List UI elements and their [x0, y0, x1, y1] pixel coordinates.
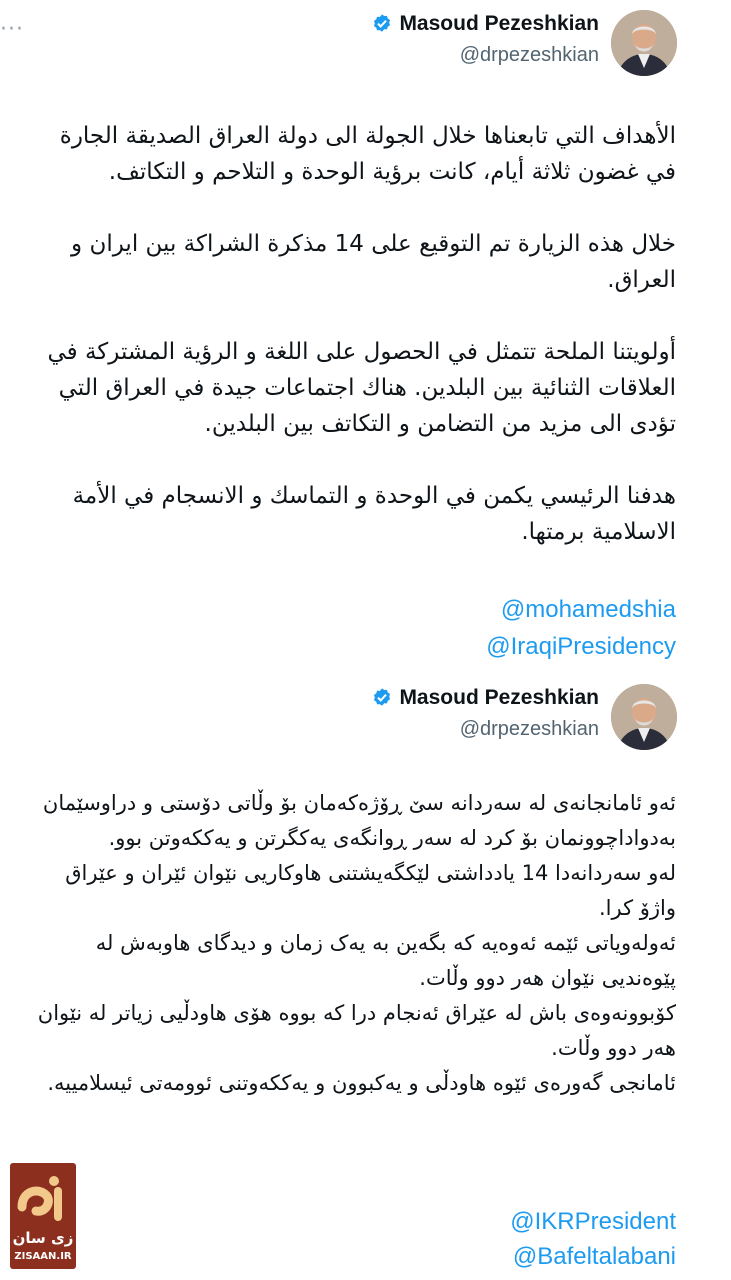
author-name-row[interactable] [371, 686, 599, 710]
author-name[interactable]: Masoud Pezeshkian [399, 686, 599, 709]
paragraph: خلال هذه الزيارة تم التوقيع على 14 مذكرة الشراكة بين ايران و العراق. [71, 231, 676, 293]
paragraph: أولويتنا الملحة تتمثل في الحصول على اللغة و الرؤية المشتركة في العلاقات الثنائية بين البلدين. هناك اجتماعات جيدة في العراق التي تؤدى الى مزيد من التضامن و التكاتف بين البلدين. [47, 339, 676, 437]
logo-mark-icon [10, 1167, 76, 1229]
mention-link[interactable]: @Bafeltalabani [512, 1243, 676, 1270]
paragraph: ئامانجی گەورەی ئێوە هاودڵی و یەکبوون و یەککەوتنی ئوومەتی ئیسلامییە. [47, 1071, 676, 1095]
paragraph: کۆبوونەوەی باش لە عێراق ئەنجام درا کە بووە هۆی هاودڵیی زیاتر لە نێوان هەر دوو وڵات. [37, 1001, 676, 1060]
logo-text: زی سان [12, 1229, 74, 1247]
avatar[interactable] [611, 684, 677, 750]
avatar-portrait-icon [611, 10, 677, 76]
paragraph: هدفنا الرئيسي يكمن في الوحدة و التماسك و الانسجام في الأمة الاسلامية برمتها. [72, 483, 676, 545]
verified-badge-icon [371, 687, 393, 709]
paragraph: الأهداف التي تابعناها خلال الجولة الى دولة العراق الصديقة الجارة في غضون ثلاثة أيام، كانت برؤية الوحدة و التلاحم و التكاتف. [59, 123, 676, 185]
tweet-text [36, 118, 676, 550]
author-handle[interactable]: @drpezeshkian [459, 44, 599, 66]
author-name[interactable]: Masoud Pezeshkian [399, 12, 599, 35]
avatar[interactable] [611, 10, 677, 76]
author-handle[interactable]: @drpezeshkian [459, 718, 599, 740]
paragraph: ئەولەویاتی ئێمە ئەوەیە کە بگەین بە یەک زمان و دیدگای هاوبەش لە پێوەندیی نێوان هەر دوو وڵات. [95, 931, 676, 990]
verified-badge-icon [371, 13, 393, 35]
tweet-header [157, 10, 677, 70]
paragraph: ئەو ئامانجانەی لە سەردانە سێ ڕۆژەکەمان بۆ وڵاتی دۆستی و دراوسێمان بەدواداچوونمان بۆ کرد لە سەر ڕوانگەی یەکگرتن و یەککەوتن بوو. [42, 791, 676, 850]
tweet-header [157, 684, 677, 744]
logo-site: ZISAAN.IR [14, 1251, 72, 1262]
tweet-text [36, 786, 676, 1101]
mention-link[interactable]: @mohamedshia [500, 596, 676, 623]
more-options-icon[interactable]: ··· [0, 17, 24, 42]
watermark-logo [10, 1163, 76, 1269]
avatar-portrait-icon [611, 684, 677, 750]
paragraph: لەو سەردانەدا 14 یادداشتی لێکگەیشتنی هاوکاریی نێوان ئێران و عێراق واژۆ کرا. [65, 861, 676, 920]
mention-link[interactable]: @IKRPresident [510, 1208, 676, 1235]
author-name-row[interactable] [371, 12, 599, 36]
mention-link[interactable]: @IraqiPresidency [486, 633, 676, 660]
